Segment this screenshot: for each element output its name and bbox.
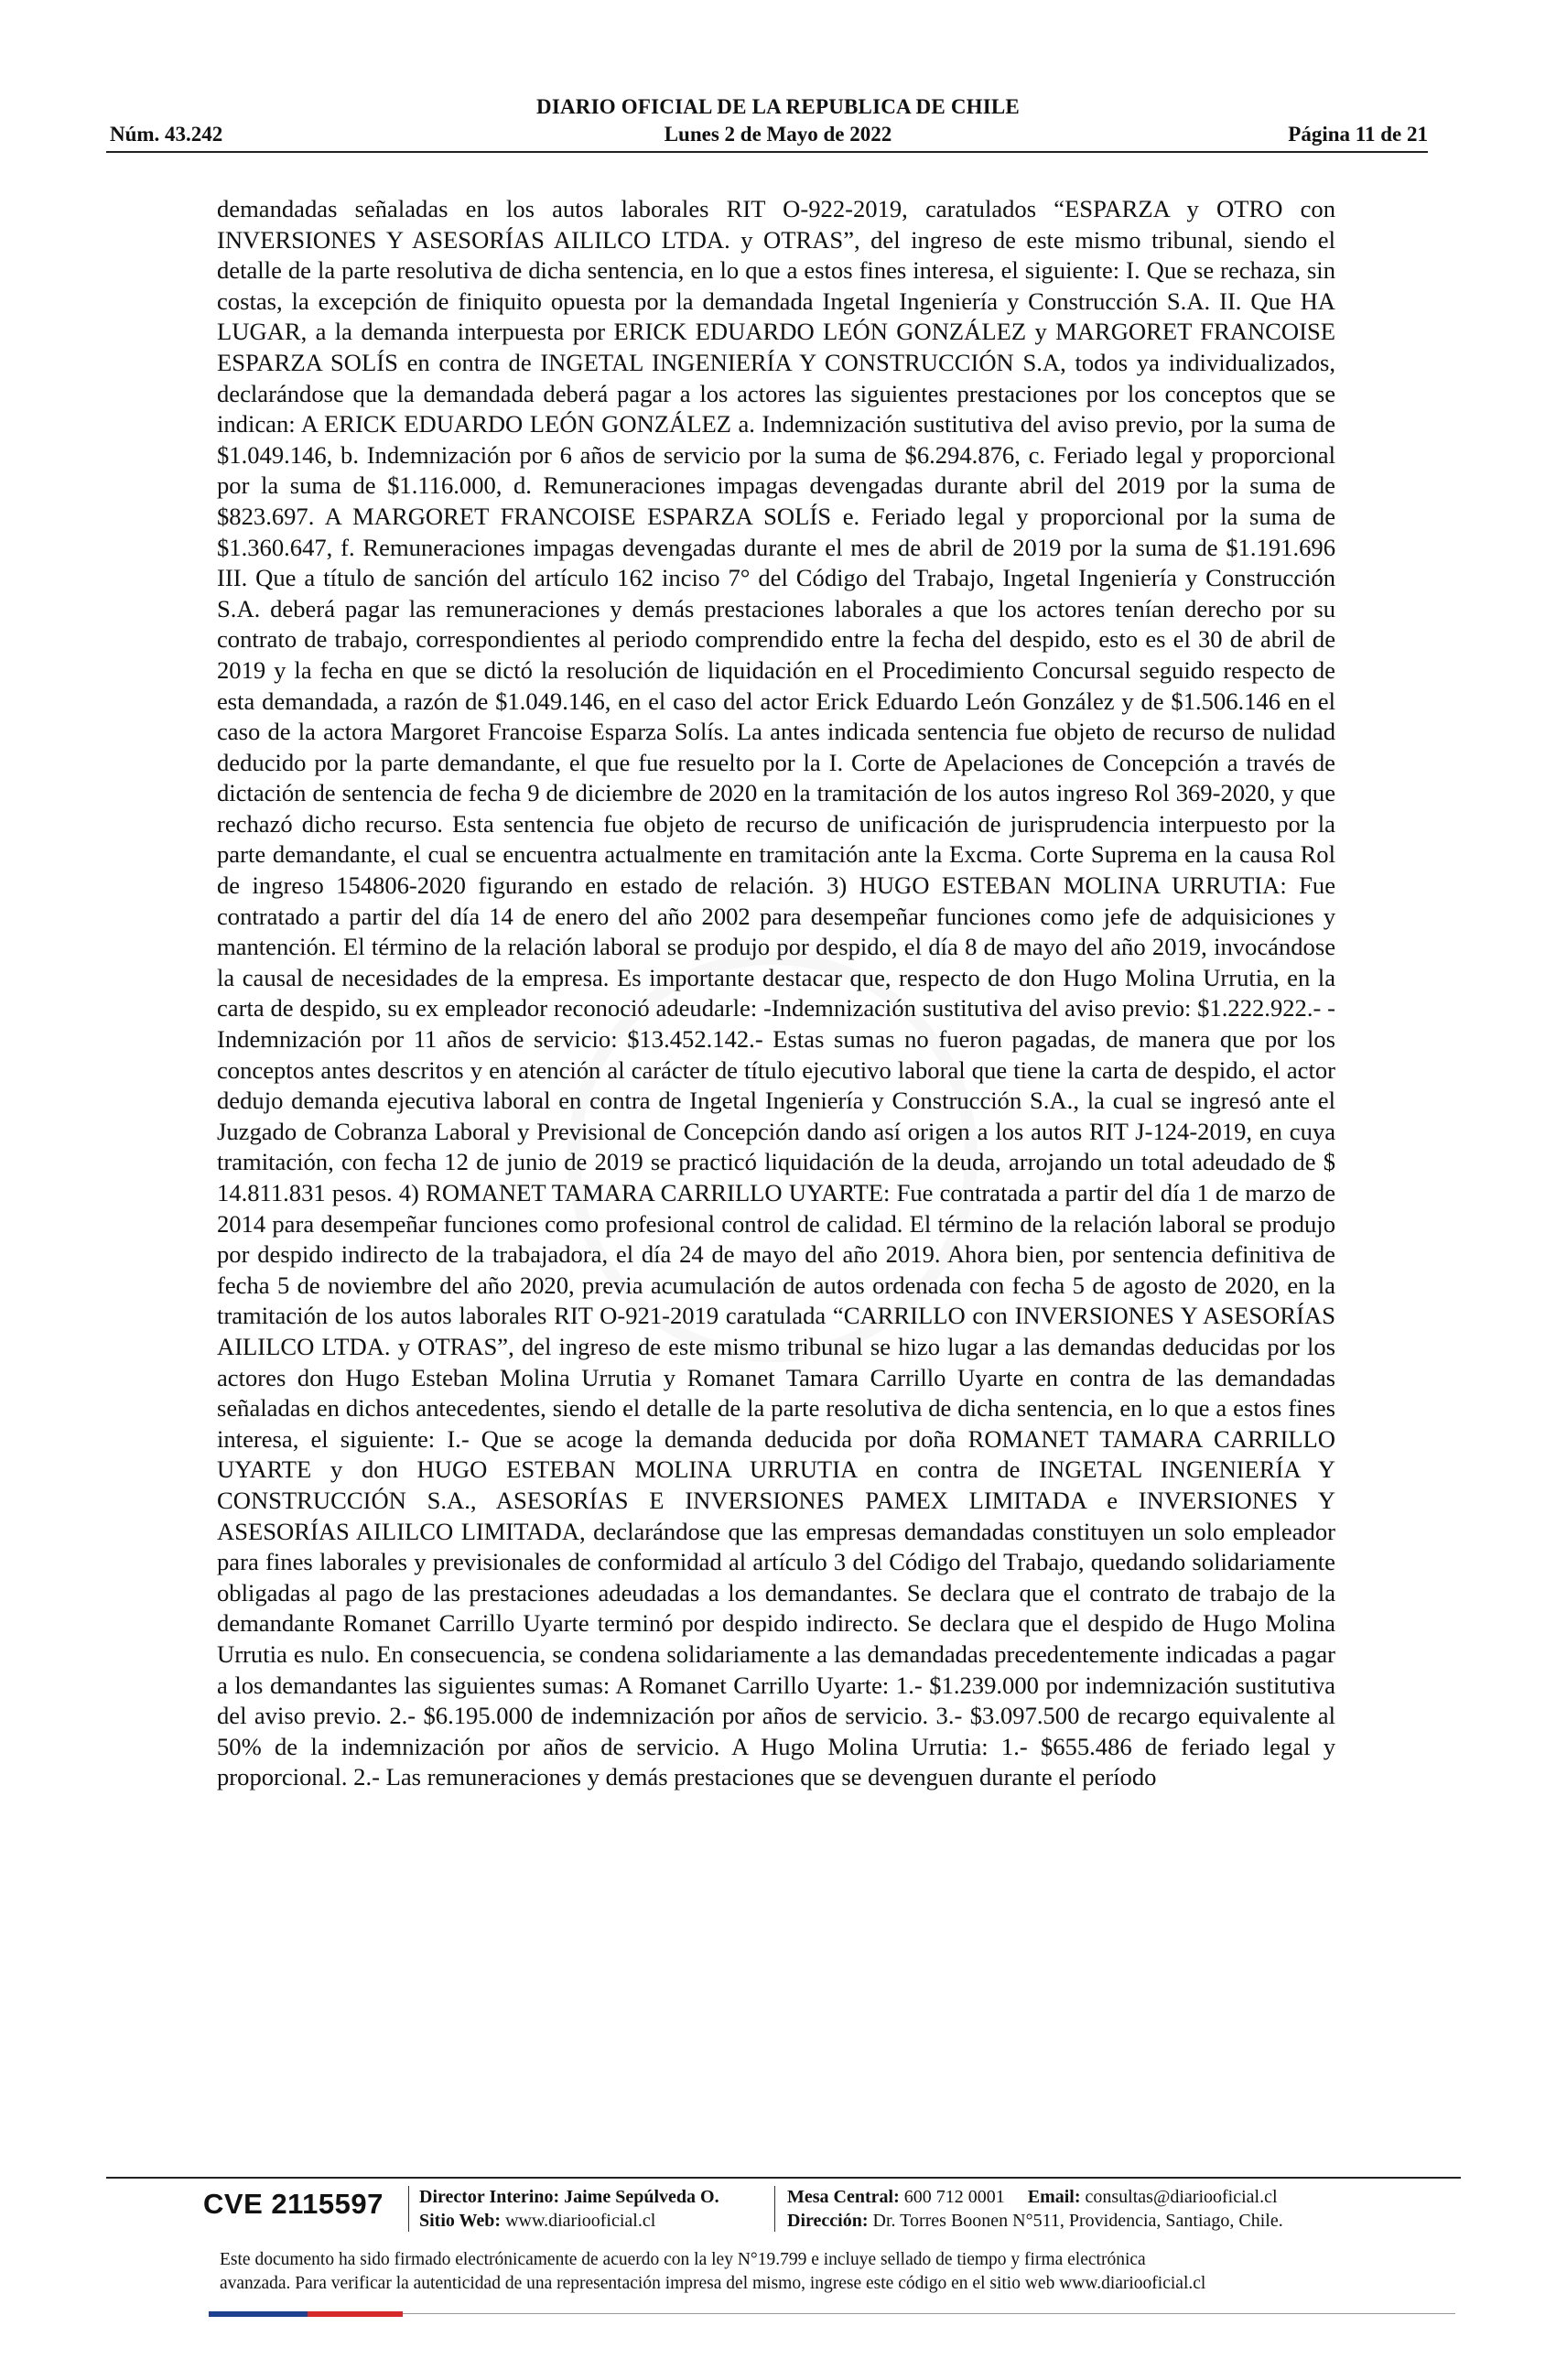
mesa-phone: 600 712 0001: [903, 2187, 1005, 2207]
flag-bar-blue: [209, 2311, 308, 2317]
page-indicator: Página 11 de 21: [1288, 123, 1428, 146]
footer-divider: [106, 2177, 1461, 2179]
flag-bar-red: [308, 2311, 403, 2317]
site-label: Sitio Web:: [419, 2211, 502, 2231]
notice-line-2: avanzada. Para verificar la autenticidad de una representación impresa del mismo, ingrese este código en el sitio web www.diariooficial.cl: [220, 2273, 1206, 2293]
footer-separator: [774, 2186, 775, 2232]
director-label: Director Interino:: [419, 2187, 560, 2207]
issue-number: Núm. 43.242: [110, 123, 223, 146]
header-divider: [106, 151, 1428, 153]
gazette-title: DIARIO OFICIAL DE LA REPUBLICA DE CHILE: [536, 95, 1020, 118]
email-link[interactable]: consultas@diariooficial.cl: [1085, 2187, 1278, 2207]
cve-code: CVE 2115597: [203, 2188, 384, 2220]
issue-date: Lunes 2 de Mayo de 2022: [664, 123, 892, 146]
body-paragraph: demandadas señaladas en los autos laborales RIT O-922-2019, caratulados “ESPARZA y OTRO con INVERSIONES Y ASESORÍAS AILILCO LTDA. y OTRAS”, del ingreso de este mismo tribunal, siendo el detalle de la parte resolutiva de dicha sentencia, en lo que a estos fines interesa, el siguiente: I. Que se rechaza, sin costas, la excepción de finiquito opuesta por la demandada Ingetal Ingeniería y Construcción S.A. II. Que HA LUGAR, a la demanda interpuesta por ERICK EDUARDO LEÓN GONZÁLEZ y MARGORET FRANCOISE ESPARZA SOLÍS en contra de INGETAL INGENIERÍA Y CONSTRUCCIÓN S.A, todos ya individualizados, declarándose que la demandada deberá pagar a los actores las siguientes prestaciones por los conceptos que se indican: A ERICK EDUARDO LEÓN GONZÁLEZ a. Indemnización sustitutiva del aviso previo, por la suma de $1.049.146, b. Indemnización por 6 años de servicio por la suma de $6.294.876, c. Feriado legal y proporcional por la suma de $1.116.000, d. Remuneraciones impagas devengadas durante abril del 2019 por la suma de $823.697. A MARGORET FRANCOISE ESPARZA SOLÍS e. Feriado legal y proporcional por la suma de $1.360.647, f. Remuneraciones impagas devengadas durante el mes de abril de 2019 por la suma de $1.191.696 III. Que a título de sanción del artículo 162 inciso 7° del Código del Trabajo, Ingetal Ingeniería y Construcción S.A. deberá pagar las remuneraciones y demás prestaciones laborales a que los actores tenían derecho por su contrato de trabajo, correspondientes al periodo comprendido entre la fecha del despido, esto es el 30 de abril de 2019 y la fecha en que se dictó la resolución de liquidación en el Procedimiento Concursal seguido respecto de esta demandada, a razón de $1.049.146, en el caso del actor Erick Eduardo León González y de $1.506.146 en el caso de la actora Margoret Francoise Esparza Solís. La antes indicada sentencia fue objeto de recurso de nulidad deducido por la parte demandante, el que fue resuelto por la I. Corte de Apelaciones de Concepción a través de dictación de sentencia de fecha 9 de diciembre de 2020 en la tramitación de los autos ingreso Rol 369-2020, y que rechazó dicho recurso. Esta sentencia fue objeto de recurso de unificación de jurisprudencia interpuesto por la parte demandante, el cual se encuentra actualmente en tramitación ante la Excma. Corte Suprema en la causa Rol de ingreso 154806-2020 figurando en estado de relación. 3) HUGO ESTEBAN MOLINA URRUTIA: Fue contratado a partir del día 14 de enero del año 2002 para desempeñar funciones como jefe de adquisiciones y mantención. El término de la relación laboral se produjo por despido, el día 8 de mayo del año 2019, invocándose la causal de necesidades de la empresa. Es importante destacar que, respecto de don Hugo Molina Urrutia, en la carta de despido, su ex empleador reconoció adeudarle: -Indemnización sustitutiva del aviso previo: $1.222.922.- - Indemnización por 11 años de servicio: $13.452.142.- Estas sumas no fueron pagadas, de manera que por los conceptos antes descritos y en atención al carácter de título ejecutivo laboral que tiene la carta de despido, el actor dedujo demanda ejecutiva laboral en contra de Ingetal Ingeniería y Construcción S.A., la cual se ingresó ante el Juzgado de Cobranza Laboral y Previsional de Concepción dando así origen a los autos RIT J-124-2019, en cuya tramitación, con fecha 12 de junio de 2019 se practicó liquidación de la deuda, arrojando un total adeudado de $ 14.811.831 pesos. 4) ROMANET TAMARA CARRILLO UYARTE: Fue contratada a partir del día 1 de marzo de 2014 para desempeñar funciones como profesional control de calidad. El término de la relación laboral se produjo por despido indirecto de la trabajadora, el día 24 de mayo del año 2019. Ahora bien, por sentencia definitiva de fecha 5 de noviembre del año 2020, previa acumulación de autos ordenada con fecha 5 de agosto de 2020, en la tramitación de los autos laborales RIT O-921-2019 caratulada “CARRILLO con INVERSIONES Y ASESORÍAS AILILCO LTDA. y OTRAS”, del ingreso de este mismo tribunal se hizo lugar a las demandas deducidas por los actores don Hugo Esteban Molina Urrutia y Romanet Tamara Carrillo Uyarte en contra de las demandadas señaladas en dichos antecedentes, siendo el detalle de la parte resolutiva de dicha sentencia, en lo que a estos fines interesa, el siguiente: I.- Que se acoge la demanda deducida por doña ROMANET TAMARA CARRILLO UYARTE y don HUGO ESTEBAN MOLINA URRUTIA en contra de INGETAL INGENIERÍA Y CONSTRUCCIÓN S.A., ASESORÍAS E INVERSIONES PAMEX LIMITADA e INVERSIONES Y ASESORÍAS AILILCO LIMITADA, declarándose que las empresas demandadas constituyen un solo empleador para fines laborales y previsionales de conformidad al artículo 3 del Código del Trabajo, quedando solidariamente obligadas al pago de las prestaciones adeudadas a los demandantes. Se declara que el contrato de trabajo de la demandante Romanet Carrillo Uyarte terminó por despido indirecto. Se declara que el despido de Hugo Molina Urrutia es nulo. En consecuencia, se condena solidariamente a las demandadas precedentemente indicadas a pagar a los demandantes las siguientes sumas: A Romanet Carrillo Uyarte: 1.- $1.239.000 por indemnización sustitutiva del aviso previo. 2.- $6.195.000 de indemnización por años de servicio. 3.- $3.097.500 de recargo equivalente al 50% de la indemnización por años de servicio. A Hugo Molina Urrutia: 1.- $655.486 de feriado legal y proporcional. 2.- Las remuneraciones y demás prestaciones que se devenguen durante el período: [217, 195, 1335, 1791]
mesa-label: Mesa Central:: [787, 2187, 900, 2207]
email-label: Email:: [1027, 2187, 1081, 2207]
footer-separator: [408, 2186, 409, 2232]
body-text: [217, 194, 1335, 1793]
address-value: Dr. Torres Boonen N°511, Providencia, Santiago, Chile.: [872, 2211, 1283, 2231]
footer-director-block: [419, 2185, 719, 2233]
address-label: Dirección:: [787, 2211, 869, 2231]
site-link[interactable]: www.diariooficial.cl: [505, 2211, 656, 2231]
director-name: Jaime Sepúlveda O.: [564, 2187, 719, 2207]
signature-notice: [220, 2248, 1340, 2295]
bottom-rule: [403, 2313, 1455, 2314]
footer-contact-block: [787, 2185, 1283, 2233]
notice-line-1: Este documento ha sido firmado electrónicamente de acuerdo con la ley N°19.799 e incluye sellado de tiempo y firma electrónica: [220, 2250, 1146, 2269]
